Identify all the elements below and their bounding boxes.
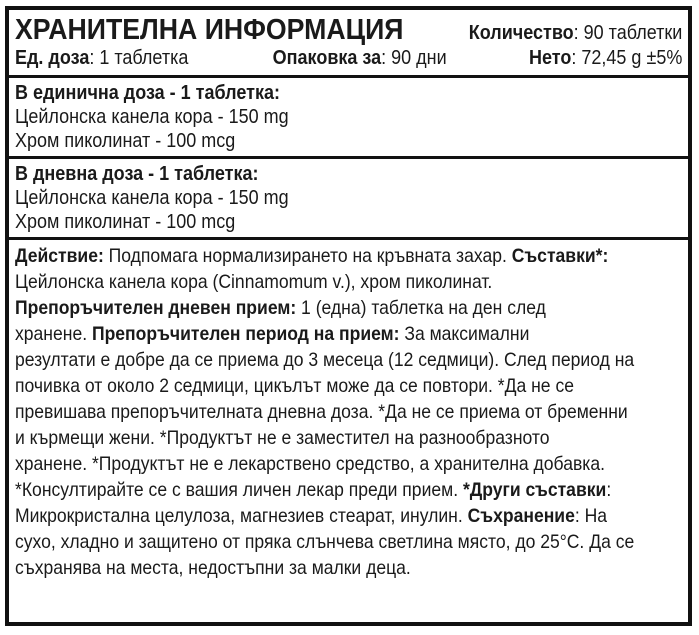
- per-unit-item: Цейлонска канела кора - 150 mg: [15, 106, 289, 128]
- ingredients-label: Съставки*:: [511, 245, 609, 267]
- description-line: [15, 269, 615, 295]
- unit-dose-value: : 1 таблетка: [89, 47, 189, 69]
- daily-intake-text: 1 (една) таблетка на ден след: [296, 297, 546, 319]
- daily-intake-label: Препоръчителен дневен прием:: [15, 297, 297, 319]
- label-title: ХРАНИТЕЛНА ИНФОРМАЦИЯ: [15, 14, 404, 46]
- package-label: Опаковка за: [272, 47, 382, 69]
- description-line: [15, 243, 615, 269]
- description-line: и кърмещи жени. *Продуктът не е заместител на разнообразното: [15, 427, 550, 449]
- per-unit-heading: В единична доза - 1 таблетка:: [15, 82, 280, 104]
- header-row-2: [15, 47, 682, 70]
- description-text: *Консултирайте се с вашия личен лекар преди прием.: [15, 479, 463, 501]
- quantity: [468, 22, 682, 45]
- net-label: Нето: [528, 47, 572, 69]
- description-text: :: [606, 479, 612, 501]
- description-text: хранене.: [15, 323, 92, 345]
- package-value: : 90 дни: [381, 47, 447, 69]
- quantity-label: Количество: [468, 22, 574, 44]
- per-day-item: Хром пиколинат - 100 mcg: [15, 211, 236, 233]
- description-line: [15, 321, 615, 347]
- action-text: Подпомага нормализирането на кръвната захар.: [103, 245, 512, 267]
- per-day-heading: В дневна доза - 1 таблетка:: [15, 163, 259, 185]
- per-unit-dose-section: [9, 78, 688, 159]
- description-line: съхранява на места, недостъпни за малки деца.: [15, 557, 411, 579]
- ingredients-text: Цейлонска канела кора (Cinnamomum v.), хром пиколинат.: [15, 271, 493, 293]
- description-line: сухо, хладно и защитено от пряка слънчева светлина място, до 25°С. Да се: [15, 531, 635, 553]
- other-ingredients-text: Микрокристална целулоза, магнезиев стеарат, инулин.: [15, 505, 468, 527]
- description-line: [15, 503, 615, 529]
- storage-text: : На: [574, 505, 608, 527]
- description-line: почивка от около 2 седмици, цикълът може да се повтори. *Да не се: [15, 375, 574, 397]
- intake-period-label: Препоръчителен период на прием:: [91, 323, 400, 345]
- net-weight: [529, 47, 682, 70]
- per-day-dose-section: [9, 159, 688, 240]
- per-unit-item: Хром пиколинат - 100 mcg: [15, 130, 236, 152]
- unit-dose: [15, 47, 188, 70]
- package: [273, 47, 447, 70]
- description-line: резултати е добре да се приема до 3 месеца (12 седмици). След период на: [15, 349, 635, 371]
- description-line: [15, 295, 615, 321]
- nutrition-label: [5, 6, 692, 626]
- intake-period-text: За максимални: [399, 323, 530, 345]
- header-row-1: [15, 14, 682, 47]
- storage-label: Съхранение: [467, 505, 575, 527]
- label-header: [9, 10, 688, 78]
- description-line: превишава препоръчителната дневна доза. *Да не се приема от бременни: [15, 401, 628, 423]
- action-label: Действие:: [15, 245, 104, 267]
- description-line: [15, 477, 615, 503]
- other-ingredients-label: *Други съставки: [462, 479, 607, 501]
- description-line: хранене. *Продуктът не е лекарствено средство, а хранителна добавка.: [15, 453, 605, 475]
- unit-dose-label: Ед. доза: [15, 47, 90, 69]
- net-value: : 72,45 g ±5%: [571, 47, 682, 69]
- per-day-item: Цейлонска канела кора - 150 mg: [15, 187, 289, 209]
- quantity-value: : 90 таблетки: [573, 22, 682, 44]
- description-section: [9, 240, 688, 585]
